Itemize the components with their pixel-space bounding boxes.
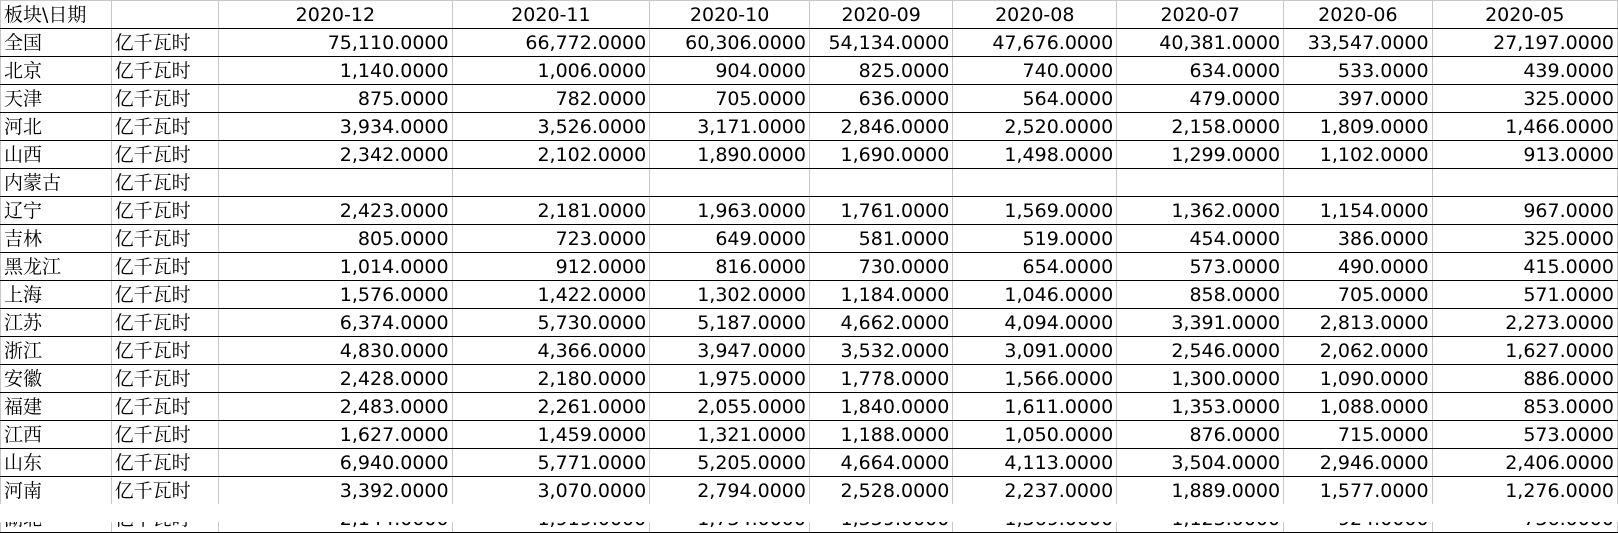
value-cell[interactable]: 1,302.0000 <box>650 281 810 309</box>
value-cell[interactable]: 913.0000 <box>1432 141 1617 169</box>
value-cell[interactable]: 581.0000 <box>809 225 952 253</box>
value-cell[interactable]: 1,963.0000 <box>650 197 810 225</box>
value-cell[interactable]: 1,778.0000 <box>809 365 952 393</box>
value-cell[interactable]: 715.0000 <box>1284 421 1432 449</box>
value-cell[interactable]: 1,576.0000 <box>219 281 452 309</box>
value-cell[interactable]: 2,546.0000 <box>1117 337 1284 365</box>
value-cell[interactable]: 649.0000 <box>650 225 810 253</box>
value-cell[interactable] <box>953 169 1117 197</box>
region-cell[interactable]: 河南 <box>1 477 112 505</box>
value-cell[interactable]: 60,306.0000 <box>650 29 810 57</box>
value-cell[interactable]: 1,627.0000 <box>1432 337 1617 365</box>
value-cell[interactable]: 1,611.0000 <box>953 393 1117 421</box>
value-cell[interactable]: 386.0000 <box>1284 225 1432 253</box>
unit-cell[interactable]: 亿千瓦时 <box>111 85 219 113</box>
value-cell[interactable]: 2,158.0000 <box>1117 113 1284 141</box>
unit-cell[interactable]: 亿千瓦时 <box>111 309 219 337</box>
value-cell[interactable]: 47,676.0000 <box>953 29 1117 57</box>
table-row <box>1 309 1618 337</box>
value-cell[interactable]: 325.0000 <box>1432 85 1617 113</box>
region-cell[interactable]: 山西 <box>1 141 112 169</box>
value-cell[interactable]: 4,366.0000 <box>452 337 650 365</box>
value-cell[interactable]: 782.0000 <box>452 85 650 113</box>
value-cell[interactable]: 1,014.0000 <box>219 253 452 281</box>
date-header-cell[interactable]: 2020-07 <box>1117 1 1284 29</box>
region-cell[interactable]: 全国 <box>1 29 112 57</box>
value-cell[interactable]: 723.0000 <box>452 225 650 253</box>
value-cell[interactable]: 3,171.0000 <box>650 113 810 141</box>
value-cell[interactable]: 886.0000 <box>1432 365 1617 393</box>
table-row <box>1 421 1618 449</box>
value-cell[interactable]: 325.0000 <box>1432 225 1617 253</box>
unit-cell[interactable]: 亿千瓦时 <box>111 29 219 57</box>
unit-cell[interactable]: 亿千瓦时 <box>111 477 219 505</box>
value-cell[interactable]: 2,062.0000 <box>1284 337 1432 365</box>
value-cell[interactable]: 858.0000 <box>1117 281 1284 309</box>
date-header-cell[interactable]: 2020-09 <box>809 1 952 29</box>
value-cell[interactable]: 4,094.0000 <box>953 309 1117 337</box>
value-cell[interactable]: 75,110.0000 <box>219 29 452 57</box>
value-cell[interactable] <box>809 169 952 197</box>
table-row <box>1 197 1618 225</box>
value-cell[interactable]: 2,055.0000 <box>650 393 810 421</box>
value-cell[interactable] <box>1117 169 1284 197</box>
value-cell[interactable]: 1,890.0000 <box>650 141 810 169</box>
value-cell[interactable]: 1,299.0000 <box>1117 141 1284 169</box>
value-cell[interactable]: 1,321.0000 <box>650 421 810 449</box>
table-row <box>1 365 1618 393</box>
value-cell[interactable]: 705.0000 <box>650 85 810 113</box>
value-cell[interactable] <box>1284 169 1432 197</box>
unit-cell[interactable]: 亿千瓦时 <box>111 421 219 449</box>
value-cell[interactable]: 33,547.0000 <box>1284 29 1432 57</box>
value-cell[interactable]: 2,181.0000 <box>452 197 650 225</box>
region-cell[interactable]: 福建 <box>1 393 112 421</box>
value-cell[interactable]: 825.0000 <box>809 57 952 85</box>
value-cell[interactable]: 5,187.0000 <box>650 309 810 337</box>
value-cell[interactable]: 2,528.0000 <box>809 477 952 505</box>
value-cell[interactable]: 1,140.0000 <box>219 57 452 85</box>
value-cell[interactable]: 1,566.0000 <box>953 365 1117 393</box>
value-cell[interactable]: 912.0000 <box>452 253 650 281</box>
date-header-cell[interactable]: 2020-10 <box>650 1 810 29</box>
value-cell[interactable]: 1,050.0000 <box>953 421 1117 449</box>
value-cell[interactable]: 1,154.0000 <box>1284 197 1432 225</box>
region-cell[interactable]: 辽宁 <box>1 197 112 225</box>
unit-header-cell[interactable] <box>111 1 219 29</box>
value-cell[interactable]: 27,197.0000 <box>1432 29 1617 57</box>
value-cell[interactable]: 3,091.0000 <box>953 337 1117 365</box>
unit-cell[interactable]: 亿千瓦时 <box>111 281 219 309</box>
value-cell[interactable]: 1,102.0000 <box>1284 141 1432 169</box>
value-cell[interactable]: 816.0000 <box>650 253 810 281</box>
value-cell[interactable]: 904.0000 <box>650 57 810 85</box>
value-cell[interactable]: 853.0000 <box>1432 393 1617 421</box>
value-cell[interactable]: 2,237.0000 <box>953 477 1117 505</box>
value-cell[interactable]: 397.0000 <box>1284 85 1432 113</box>
date-header-cell[interactable]: 2020-08 <box>953 1 1117 29</box>
value-cell[interactable] <box>1432 169 1617 197</box>
table-body <box>1 29 1618 533</box>
value-cell[interactable] <box>452 169 650 197</box>
value-cell[interactable]: 3,934.0000 <box>219 113 452 141</box>
value-cell[interactable]: 2,273.0000 <box>1432 309 1617 337</box>
table-row <box>1 393 1618 421</box>
table-row <box>1 281 1618 309</box>
value-cell[interactable]: 1,300.0000 <box>1117 365 1284 393</box>
value-cell[interactable]: 4,664.0000 <box>809 449 952 477</box>
value-cell[interactable]: 2,794.0000 <box>650 477 810 505</box>
value-cell[interactable]: 5,730.0000 <box>452 309 650 337</box>
value-cell[interactable]: 415.0000 <box>1432 253 1617 281</box>
value-cell[interactable]: 1,498.0000 <box>953 141 1117 169</box>
unit-cell[interactable]: 亿千瓦时 <box>111 197 219 225</box>
value-cell[interactable]: 3,391.0000 <box>1117 309 1284 337</box>
region-cell[interactable]: 天津 <box>1 85 112 113</box>
table-row <box>1 253 1618 281</box>
value-cell[interactable]: 2,813.0000 <box>1284 309 1432 337</box>
table-row <box>1 113 1618 141</box>
value-cell[interactable]: 1,459.0000 <box>452 421 650 449</box>
value-cell[interactable]: 876.0000 <box>1117 421 1284 449</box>
table-row <box>1 141 1618 169</box>
table-row <box>1 225 1618 253</box>
table-row <box>1 337 1618 365</box>
value-cell[interactable]: 2,946.0000 <box>1284 449 1432 477</box>
value-cell[interactable]: 3,526.0000 <box>452 113 650 141</box>
value-cell[interactable]: 3,947.0000 <box>650 337 810 365</box>
value-cell[interactable]: 1,276.0000 <box>1432 477 1617 505</box>
date-header-cell[interactable]: 2020-05 <box>1432 1 1617 29</box>
unit-cell[interactable]: 亿千瓦时 <box>111 113 219 141</box>
value-cell[interactable]: 1,569.0000 <box>953 197 1117 225</box>
region-cell[interactable]: 北京 <box>1 57 112 85</box>
value-cell[interactable]: 1,889.0000 <box>1117 477 1284 505</box>
value-cell[interactable]: 1,362.0000 <box>1117 197 1284 225</box>
value-cell[interactable]: 454.0000 <box>1117 225 1284 253</box>
value-cell[interactable]: 3,532.0000 <box>809 337 952 365</box>
value-cell[interactable]: 66,772.0000 <box>452 29 650 57</box>
value-cell[interactable]: 2,342.0000 <box>219 141 452 169</box>
value-cell[interactable]: 571.0000 <box>1432 281 1617 309</box>
value-cell[interactable]: 2,846.0000 <box>809 113 952 141</box>
value-cell[interactable]: 6,940.0000 <box>219 449 452 477</box>
value-cell[interactable]: 1,809.0000 <box>1284 113 1432 141</box>
region-cell[interactable]: 安徽 <box>1 365 112 393</box>
value-cell[interactable]: 6,374.0000 <box>219 309 452 337</box>
value-cell[interactable]: 1,422.0000 <box>452 281 650 309</box>
value-cell[interactable]: 967.0000 <box>1432 197 1617 225</box>
header-row <box>1 1 1618 29</box>
value-cell[interactable]: 533.0000 <box>1284 57 1432 85</box>
unit-cell[interactable]: 亿千瓦时 <box>111 225 219 253</box>
table-row <box>1 169 1618 197</box>
region-cell[interactable]: 山东 <box>1 449 112 477</box>
table-row <box>1 57 1618 85</box>
value-cell[interactable]: 1,088.0000 <box>1284 393 1432 421</box>
date-header-cell[interactable]: 2020-06 <box>1284 1 1432 29</box>
value-cell[interactable]: 740.0000 <box>953 57 1117 85</box>
value-cell[interactable]: 2,261.0000 <box>452 393 650 421</box>
unit-cell[interactable]: 亿千瓦时 <box>111 337 219 365</box>
value-cell[interactable]: 636.0000 <box>809 85 952 113</box>
value-cell[interactable]: 634.0000 <box>1117 57 1284 85</box>
region-cell[interactable]: 江苏 <box>1 309 112 337</box>
value-cell[interactable]: 805.0000 <box>219 225 452 253</box>
unit-cell[interactable]: 亿千瓦时 <box>111 253 219 281</box>
unit-cell[interactable]: 亿千瓦时 <box>111 141 219 169</box>
region-cell[interactable]: 河北 <box>1 113 112 141</box>
value-cell[interactable]: 2,483.0000 <box>219 393 452 421</box>
value-cell[interactable]: 479.0000 <box>1117 85 1284 113</box>
date-header-cell[interactable]: 2020-11 <box>452 1 650 29</box>
value-cell[interactable]: 1,627.0000 <box>219 421 452 449</box>
viewport-cutoff <box>0 504 1618 522</box>
value-cell[interactable]: 705.0000 <box>1284 281 1432 309</box>
value-cell[interactable]: 1,006.0000 <box>452 57 650 85</box>
table-row <box>1 29 1618 57</box>
value-cell[interactable]: 1,840.0000 <box>809 393 952 421</box>
value-cell[interactable]: 54,134.0000 <box>809 29 952 57</box>
value-cell[interactable]: 875.0000 <box>219 85 452 113</box>
value-cell[interactable]: 4,113.0000 <box>953 449 1117 477</box>
unit-cell[interactable]: 亿千瓦时 <box>111 365 219 393</box>
value-cell[interactable]: 564.0000 <box>953 85 1117 113</box>
value-cell[interactable]: 2,406.0000 <box>1432 449 1617 477</box>
region-cell[interactable]: 内蒙古 <box>1 169 112 197</box>
region-cell[interactable]: 江西 <box>1 421 112 449</box>
region-cell[interactable]: 上海 <box>1 281 112 309</box>
value-cell[interactable]: 1,577.0000 <box>1284 477 1432 505</box>
value-cell[interactable]: 3,504.0000 <box>1117 449 1284 477</box>
value-cell[interactable]: 1,466.0000 <box>1432 113 1617 141</box>
value-cell[interactable]: 2,423.0000 <box>219 197 452 225</box>
value-cell[interactable]: 40,381.0000 <box>1117 29 1284 57</box>
unit-cell[interactable]: 亿千瓦时 <box>111 169 219 197</box>
value-cell[interactable]: 573.0000 <box>1117 253 1284 281</box>
value-cell[interactable]: 2,428.0000 <box>219 365 452 393</box>
value-cell[interactable]: 4,830.0000 <box>219 337 452 365</box>
value-cell[interactable]: 1,975.0000 <box>650 365 810 393</box>
corner-header-cell[interactable]: 板块\日期 <box>1 1 112 29</box>
value-cell[interactable]: 1,046.0000 <box>953 281 1117 309</box>
date-header-cell[interactable]: 2020-12 <box>219 1 452 29</box>
unit-cell[interactable]: 亿千瓦时 <box>111 57 219 85</box>
value-cell[interactable]: 490.0000 <box>1284 253 1432 281</box>
table-row <box>1 477 1618 505</box>
unit-cell[interactable]: 亿千瓦时 <box>111 449 219 477</box>
value-cell[interactable]: 2,520.0000 <box>953 113 1117 141</box>
value-cell[interactable]: 573.0000 <box>1432 421 1617 449</box>
value-cell[interactable]: 1,184.0000 <box>809 281 952 309</box>
value-cell[interactable]: 2,180.0000 <box>452 365 650 393</box>
table-row <box>1 85 1618 113</box>
value-cell[interactable]: 5,771.0000 <box>452 449 650 477</box>
table-row <box>1 449 1618 477</box>
value-cell[interactable]: 3,392.0000 <box>219 477 452 505</box>
value-cell[interactable]: 3,070.0000 <box>452 477 650 505</box>
region-cell[interactable]: 吉林 <box>1 225 112 253</box>
value-cell[interactable]: 1,090.0000 <box>1284 365 1432 393</box>
region-cell[interactable]: 浙江 <box>1 337 112 365</box>
unit-cell[interactable]: 亿千瓦时 <box>111 393 219 421</box>
value-cell[interactable] <box>650 169 810 197</box>
value-cell[interactable]: 1,353.0000 <box>1117 393 1284 421</box>
value-cell[interactable]: 654.0000 <box>953 253 1117 281</box>
value-cell[interactable]: 1,188.0000 <box>809 421 952 449</box>
value-cell[interactable]: 4,662.0000 <box>809 309 952 337</box>
value-cell[interactable] <box>219 169 452 197</box>
value-cell[interactable]: 5,205.0000 <box>650 449 810 477</box>
region-cell[interactable]: 黑龙江 <box>1 253 112 281</box>
value-cell[interactable]: 1,690.0000 <box>809 141 952 169</box>
value-cell[interactable]: 1,761.0000 <box>809 197 952 225</box>
value-cell[interactable]: 2,102.0000 <box>452 141 650 169</box>
value-cell[interactable]: 439.0000 <box>1432 57 1617 85</box>
value-cell[interactable]: 519.0000 <box>953 225 1117 253</box>
value-cell[interactable]: 730.0000 <box>809 253 952 281</box>
